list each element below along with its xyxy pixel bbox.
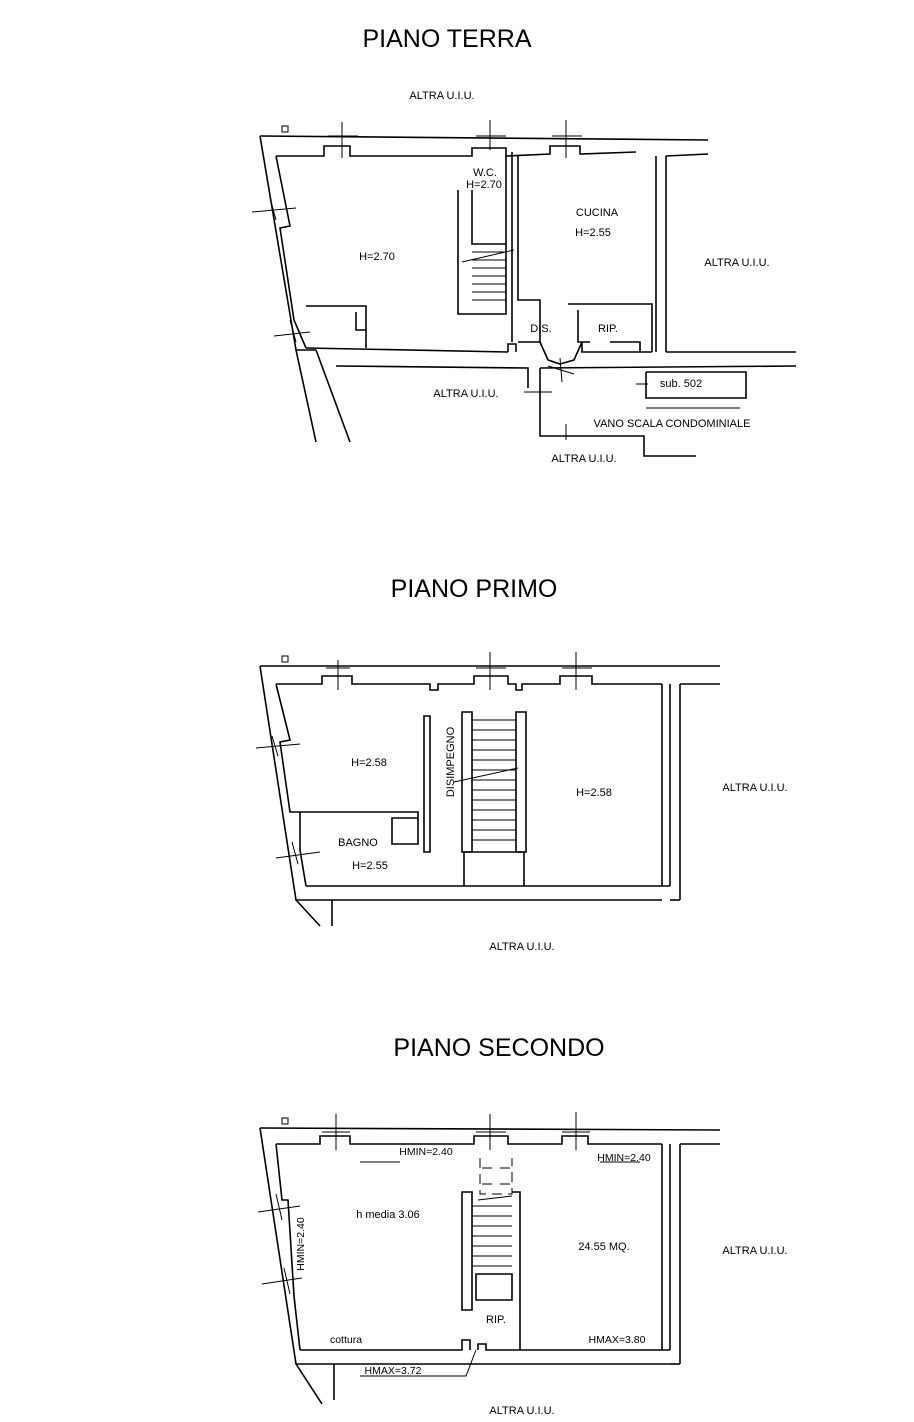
secondo-hmin-left: HMIN=2.40	[399, 1146, 453, 1158]
primo-bagno-label: BAGNO	[338, 837, 378, 849]
primo-walls	[260, 666, 720, 926]
terra-cucina-height: H=2.55	[575, 227, 611, 239]
terra-wc-label: W.C.	[473, 167, 497, 179]
piano-terra-title: PIANO TERRA	[362, 25, 532, 53]
terra-wc-height: H=2.70	[466, 179, 502, 191]
terra-altra-uiu-bottom: ALTRA U.I.U.	[551, 453, 617, 465]
secondo-altra-uiu-bottom: ALTRA U.I.U.	[489, 1405, 555, 1417]
terra-cucina-label: CUCINA	[575, 207, 619, 219]
primo-altra-uiu-bottom: ALTRA U.I.U.	[489, 941, 555, 953]
secondo-area: 24.55 MQ.	[578, 1241, 630, 1253]
piano-primo-title: PIANO PRIMO	[390, 575, 558, 603]
secondo-rip-label: RIP.	[486, 1314, 506, 1326]
terra-altra-uiu-right: ALTRA U.I.U.	[704, 257, 770, 269]
piano-secondo-title: PIANO SECONDO	[393, 1034, 605, 1062]
piano-primo-plan	[256, 575, 788, 953]
primo-right-height: H=2.58	[576, 787, 612, 799]
terra-altra-uiu-top: ALTRA U.I.U.	[409, 90, 475, 102]
primo-bagno-height: H=2.55	[352, 860, 388, 872]
secondo-hmax-bottom: HMAX=3.72	[364, 1365, 422, 1377]
secondo-stair-treads	[472, 1196, 512, 1266]
secondo-hmin-right: HMIN=2.40	[597, 1152, 651, 1164]
terra-vano-scala-label: VANO SCALA CONDOMINIALE	[593, 418, 751, 430]
terra-sub-label: sub. 502	[659, 378, 703, 390]
primo-stair-treads	[454, 720, 518, 840]
primo-altra-uiu-right: ALTRA U.I.U.	[722, 782, 788, 794]
piano-secondo-plan	[258, 1034, 788, 1417]
secondo-hmin-wall: HMIN=2.40	[295, 1217, 307, 1271]
terra-rip-label: RIP.	[598, 323, 618, 335]
secondo-cottura-label: cottura	[329, 1334, 363, 1346]
piano-terra-plan	[252, 25, 796, 465]
primo-left-height: H=2.58	[351, 757, 387, 769]
secondo-altra-uiu-right: ALTRA U.I.U.	[722, 1245, 788, 1257]
terra-dis-label: DIS.	[530, 323, 552, 335]
primo-disimpegno-label: DISIMPEGNO	[445, 726, 457, 798]
terra-walls	[260, 136, 796, 456]
terra-altra-uiu-mid: ALTRA U.I.U.	[433, 388, 499, 400]
secondo-hmax-right: HMAX=3.80	[588, 1334, 646, 1346]
secondo-h-media: h media 3.06	[356, 1209, 420, 1221]
terra-main-height: H=2.70	[359, 251, 395, 263]
